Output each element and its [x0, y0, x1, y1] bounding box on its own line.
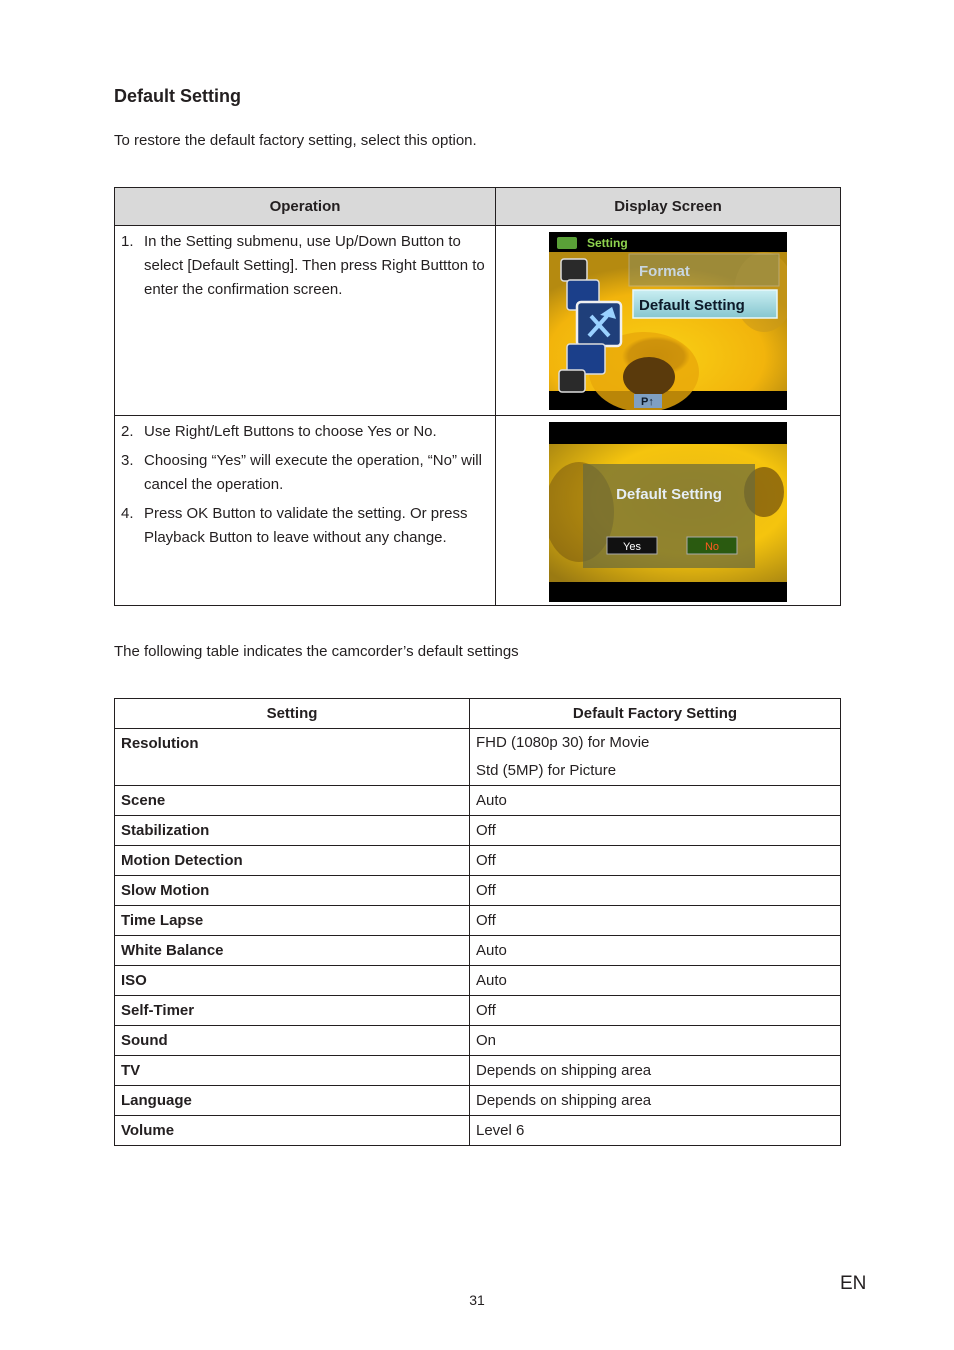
step-list-1	[121, 230, 489, 302]
setting-value-line: FHD (1080p 30) for Movie	[476, 734, 650, 751]
step-number: 3.	[121, 452, 134, 469]
setting-value	[470, 816, 841, 846]
wb-icon	[561, 259, 587, 281]
screen-header-label: Setting	[587, 236, 628, 250]
language-tag: EN	[840, 1273, 867, 1294]
setting-header-icon	[557, 237, 577, 249]
setting-name: Stabilization	[115, 816, 470, 846]
header-display-screen: Display Screen	[496, 188, 841, 226]
table-row	[115, 1056, 841, 1086]
footer-badge-label: P↑	[641, 396, 654, 408]
step-text: Press OK Button to validate the setting. Or press Playback Button to leave without any change.	[144, 505, 468, 546]
step-text: In the Setting submenu, use Up/Down Button to select [Default Setting]. Then press Right Buttton to enter the confirmation screen.	[144, 233, 485, 298]
step-text: Use Right/Left Buttons to choose Yes or No.	[144, 423, 437, 440]
menu-item-format: Format	[639, 263, 690, 280]
setting-value-line: Depends on shipping area	[476, 1092, 652, 1109]
table-row	[115, 786, 841, 816]
header-default-factory-setting: Default Factory Setting	[470, 699, 841, 729]
defaults-intro-text: The following table indicates the camcorder’s default settings	[114, 643, 519, 660]
step-text: Choosing “Yes” will execute the operation, “No” will cancel the operation.	[144, 452, 482, 493]
step-item	[121, 230, 489, 302]
operation-steps-2	[115, 416, 496, 606]
setting-menu-screen	[549, 232, 787, 410]
setting-value	[470, 996, 841, 1026]
table-row	[115, 966, 841, 996]
setting-name: Motion Detection	[115, 846, 470, 876]
setting-name: Sound	[115, 1026, 470, 1056]
setting-value	[470, 729, 841, 786]
page-number: 31	[469, 1292, 485, 1308]
setting-value	[470, 846, 841, 876]
setting-value-line: On	[476, 1032, 497, 1049]
setting-value	[470, 906, 841, 936]
table-row	[115, 876, 841, 906]
setting-value	[470, 1086, 841, 1116]
display-screen-1	[496, 226, 841, 416]
menu-item-default-setting: Default Setting	[639, 297, 745, 314]
page-title: Default Setting	[114, 86, 242, 106]
table-row	[115, 846, 841, 876]
setting-name: Scene	[115, 786, 470, 816]
step-number: 2.	[121, 423, 134, 440]
header-setting: Setting	[115, 699, 470, 729]
table-row	[115, 996, 841, 1026]
setting-name: Resolution	[115, 729, 470, 786]
setting-value-line: Auto	[476, 942, 507, 959]
setting-name: Self-Timer	[115, 996, 470, 1026]
setting-name: Language	[115, 1086, 470, 1116]
setting-name: ISO	[115, 966, 470, 996]
setting-name: TV	[115, 1056, 470, 1086]
setting-value-line: Off	[476, 912, 496, 929]
dialog-title: Default Setting	[616, 486, 722, 503]
setting-value	[470, 936, 841, 966]
operation-table-header	[115, 188, 841, 226]
setting-value	[470, 1056, 841, 1086]
defaults-table-header	[115, 699, 841, 729]
confirm-dialog-screen	[549, 422, 787, 602]
table-row	[115, 936, 841, 966]
operation-row-2	[115, 416, 841, 606]
operation-steps-1	[115, 226, 496, 416]
setting-name: Volume	[115, 1116, 470, 1146]
setting-value-line: Off	[476, 822, 496, 839]
setting-value	[470, 1116, 841, 1146]
setting-name: Slow Motion	[115, 876, 470, 906]
table-row	[115, 906, 841, 936]
setting-value-line: Off	[476, 852, 496, 869]
setting-value-line: Off	[476, 882, 496, 899]
setting-value-line: Auto	[476, 792, 507, 809]
setting-value	[470, 876, 841, 906]
timer-icon	[559, 370, 585, 392]
step-item	[121, 420, 489, 444]
step-item	[121, 502, 489, 550]
intro-text: To restore the default factory setting, select this option.	[114, 132, 477, 149]
setting-value-line: Auto	[476, 972, 507, 989]
step-item	[121, 449, 489, 497]
table-row	[115, 1086, 841, 1116]
setting-value-line: Level 6	[476, 1122, 525, 1139]
display-screen-2	[496, 416, 841, 606]
defaults-table	[114, 698, 841, 1146]
setting-name: White Balance	[115, 936, 470, 966]
step-number: 4.	[121, 505, 134, 522]
setting-value	[470, 786, 841, 816]
setting-value	[470, 1026, 841, 1056]
step-number: 1.	[121, 233, 134, 250]
table-row	[115, 1026, 841, 1056]
table-row	[115, 1116, 841, 1146]
operation-table	[114, 187, 841, 606]
setting-value	[470, 966, 841, 996]
operation-row-1	[115, 226, 841, 416]
setting-value-line: Depends on shipping area	[476, 1062, 652, 1079]
setting-value-line: Std (5MP) for Picture	[476, 762, 617, 779]
header-operation: Operation	[115, 188, 496, 226]
no-label: No	[704, 541, 720, 553]
table-row	[115, 729, 841, 786]
step-list-2	[121, 420, 489, 550]
yes-label: Yes	[623, 541, 641, 553]
table-row	[115, 816, 841, 846]
setting-name: Time Lapse	[115, 906, 470, 936]
setting-value-line: Off	[476, 1002, 496, 1019]
